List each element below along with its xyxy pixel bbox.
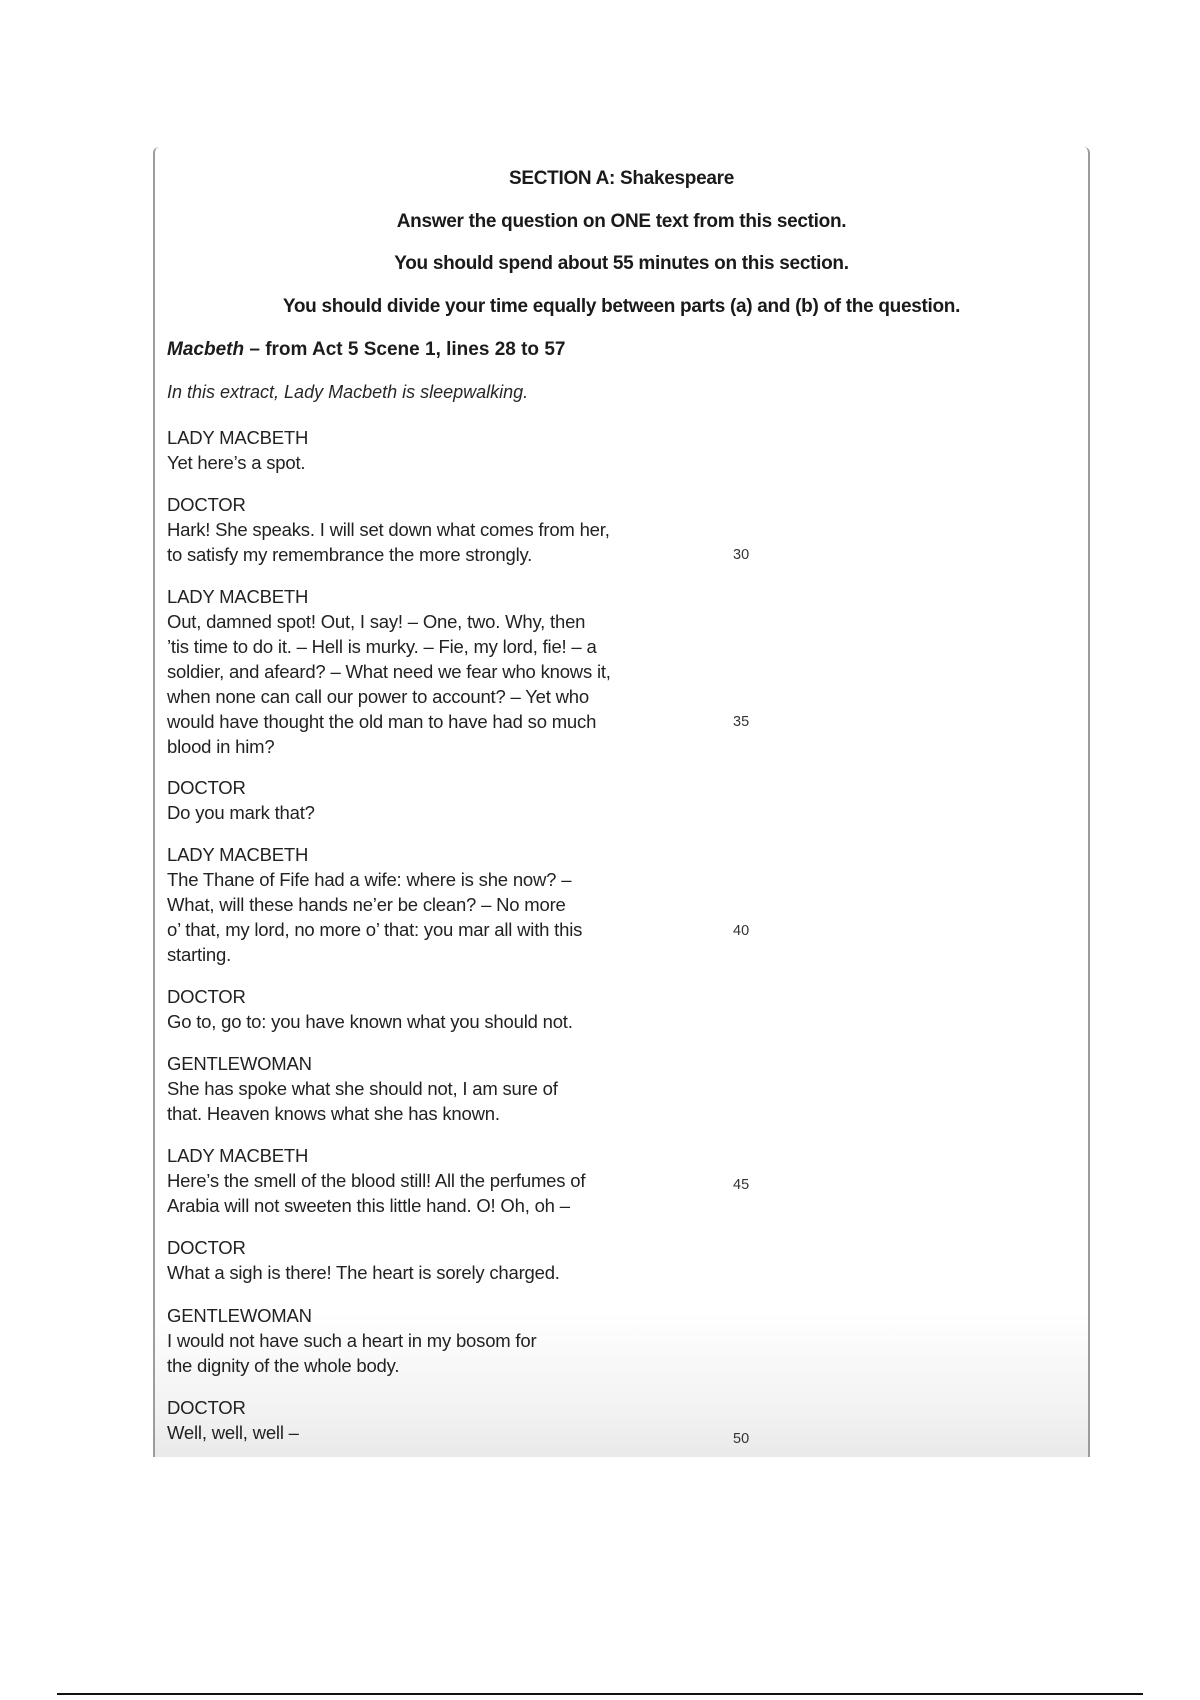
line-number: 50 — [733, 1431, 750, 1447]
speaker-name: DOCTOR — [167, 1237, 246, 1258]
speech-block — [167, 425, 727, 475]
speech-line: that. Heaven knows what she has known. — [167, 1103, 500, 1124]
speech-block — [167, 1395, 727, 1445]
line-number: 35 — [733, 714, 750, 730]
speech-line: Yet here’s a spot. — [167, 452, 306, 473]
speech-line: would have thought the old man to have had so much — [167, 711, 597, 732]
speech-line: the dignity of the whole body. — [167, 1355, 400, 1376]
speech-line: starting. — [167, 944, 232, 965]
speaker-name: LADY MACBETH — [167, 427, 309, 448]
speech-line: Hark! She speaks. I will set down what comes from her, — [167, 519, 610, 540]
speech-line: What, will these hands ne’er be clean? – No more — [167, 894, 566, 915]
speech-block — [167, 584, 727, 759]
line-number: 40 — [733, 923, 750, 939]
extract-location: – from Act 5 Scene 1, lines 28 to 57 — [244, 339, 566, 360]
speaker-name: DOCTOR — [167, 986, 246, 1007]
speech-line: Go to, go to: you have known what you should not. — [167, 1011, 573, 1032]
speech-line: Here’s the smell of the blood still! All the perfumes of — [167, 1170, 586, 1191]
footer-rule — [57, 1693, 1143, 1695]
speech-line: soldier, and afeard? – What need we fear who knows it, — [167, 661, 611, 682]
extract-intro: In this extract, Lady Macbeth is sleepwalking. — [167, 382, 529, 402]
speaker-name: GENTLEWOMAN — [167, 1053, 312, 1074]
speech-line: The Thane of Fife had a wife: where is she now? – — [167, 869, 572, 890]
speech-block — [167, 1303, 727, 1378]
speech-block — [167, 1143, 727, 1218]
speaker-name: DOCTOR — [167, 1397, 246, 1418]
instruction-divide-time: You should divide your time equally between parts (a) and (b) of the question. — [282, 296, 961, 317]
speech-line: Arabia will not sweeten this little hand. O! Oh, oh – — [167, 1195, 570, 1216]
speech-block — [167, 775, 727, 825]
speech-line: Well, well, well – — [167, 1422, 299, 1443]
speech-block — [167, 492, 727, 567]
speech-line: She has spoke what she should not, I am sure of — [167, 1078, 558, 1099]
speech-block — [167, 842, 727, 967]
speaker-name: LADY MACBETH — [167, 844, 309, 865]
line-number: 30 — [733, 547, 750, 563]
speech-line: I would not have such a heart in my bosom for — [167, 1330, 537, 1351]
speech-block — [167, 984, 727, 1034]
extract-title — [167, 339, 565, 361]
speech-line: What a sigh is there! The heart is sorely charged. — [167, 1262, 560, 1283]
speech-block — [167, 1235, 727, 1285]
speech-line: to satisfy my remembrance the more strongly. — [167, 544, 533, 565]
speech-line: o’ that, my lord, no more o’ that: you mar all with this — [167, 919, 583, 940]
speaker-name: LADY MACBETH — [167, 1145, 309, 1166]
speech-line: Out, damned spot! Out, I say! – One, two. Why, then — [167, 611, 586, 632]
speaker-name: GENTLEWOMAN — [167, 1305, 312, 1326]
speech-block — [167, 1051, 727, 1126]
speech-line: ’tis time to do it. – Hell is murky. – Fie, my lord, fie! – a — [167, 636, 597, 657]
speech-line: when none can call our power to account? – Yet who — [167, 686, 589, 707]
section-title: SECTION A: Shakespeare — [509, 168, 734, 189]
instruction-time-spend: You should spend about 55 minutes on this section. — [394, 253, 849, 274]
speaker-name: DOCTOR — [167, 777, 246, 798]
exam-page-panel — [153, 147, 1090, 1457]
line-number: 45 — [733, 1177, 750, 1193]
speaker-name: LADY MACBETH — [167, 586, 309, 607]
speech-line: Do you mark that? — [167, 802, 315, 823]
speaker-name: DOCTOR — [167, 494, 246, 515]
instruction-answer-one-text: Answer the question on ONE text from this section. — [396, 211, 847, 232]
speech-line: blood in him? — [167, 736, 275, 757]
play-title: Macbeth — [167, 339, 245, 360]
